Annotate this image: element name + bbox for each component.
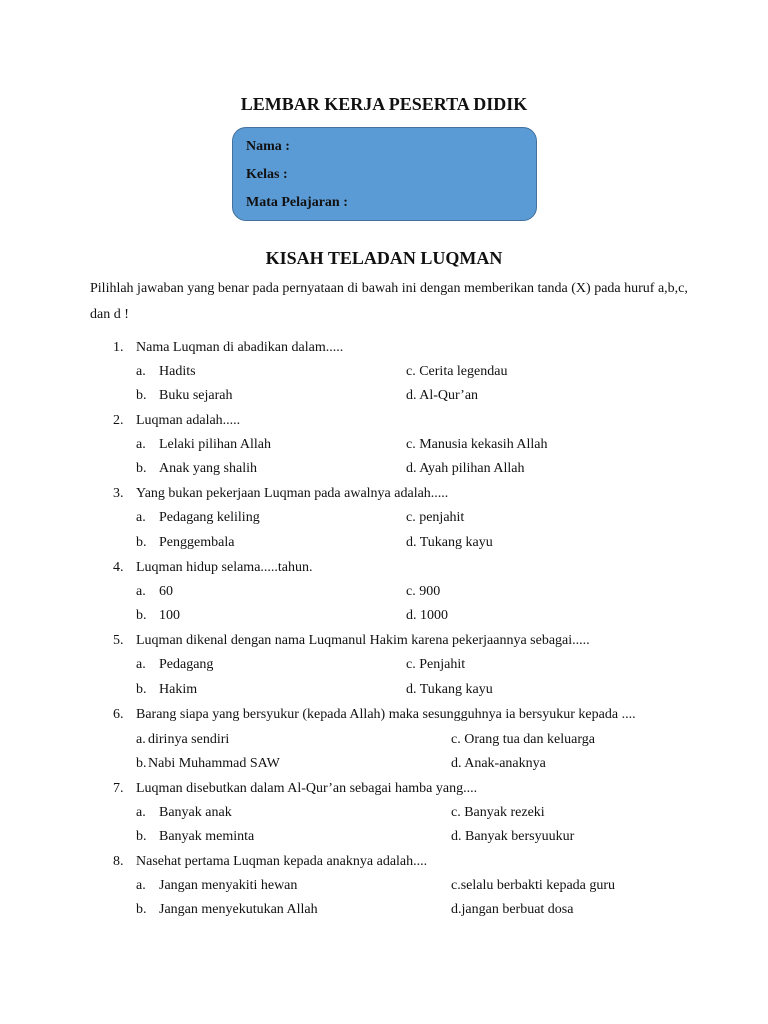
option-a-label: a. (136, 805, 146, 820)
question-number: 8. (113, 854, 124, 869)
question-text: Luqman hidup selama.....tahun. (136, 560, 313, 575)
question-number: 4. (113, 560, 124, 575)
option-b-label: b. (136, 461, 147, 476)
student-identity-box (232, 127, 537, 221)
option-c: c. Manusia kekasih Allah (406, 437, 548, 452)
option-d: d. Tukang kayu (406, 535, 493, 550)
option-c: c. penjahit (406, 510, 465, 525)
option-d: d. Al-Qur’an (406, 388, 479, 403)
question-text: Nama Luqman di abadikan dalam..... (136, 340, 344, 355)
option-d: d.jangan berbuat dosa (451, 902, 574, 917)
option-b-text: Penggembala (159, 535, 235, 550)
question-text: Yang bukan pekerjaan Luqman pada awalnya adalah..... (136, 486, 449, 501)
question-text: Nasehat pertama Luqman kepada anaknya adalah.... (136, 854, 428, 869)
question-number: 3. (113, 486, 124, 501)
option-d: d. Tukang kayu (406, 682, 493, 697)
option-a-label: a. (136, 732, 146, 747)
option-a-label: a. (136, 878, 146, 893)
class-field-label: Kelas : (246, 167, 288, 182)
question-text: Barang siapa yang bersyukur (kepada Allah) maka sesungguhnya ia bersyukur kepada .... (136, 707, 636, 722)
option-d: d. Ayah pilihan Allah (406, 461, 525, 476)
option-c: c. Cerita legendau (406, 364, 508, 379)
option-b-label: b. (136, 535, 147, 550)
option-d: d. Banyak bersyuukur (451, 829, 575, 844)
question-text: Luqman dikenal dengan nama Luqmanul Hakim karena pekerjaannya sebagai..... (136, 633, 590, 648)
option-b-text: Nabi Muhammad SAW (148, 756, 280, 771)
option-b-text: Hakim (159, 682, 198, 697)
subject-field-label: Mata Pelajaran : (246, 195, 348, 210)
option-a-label: a. (136, 364, 146, 379)
option-d: d. 1000 (406, 608, 448, 623)
section-title: KISAH TELADAN LUQMAN (265, 248, 503, 268)
option-b-text: 100 (159, 608, 180, 623)
option-a-text: Pedagang (159, 657, 214, 672)
option-b-text: Banyak meminta (159, 829, 255, 844)
option-a-text: Lelaki pilihan Allah (159, 437, 271, 452)
option-b-text: Buku sejarah (159, 388, 233, 403)
worksheet-title: LEMBAR KERJA PESERTA DIDIK (240, 94, 528, 114)
option-a-label: a. (136, 657, 146, 672)
question-number: 1. (113, 340, 124, 355)
option-a-text: 60 (159, 584, 173, 599)
option-c: c.selalu berbakti kepada guru (451, 878, 616, 893)
option-a-text: dirinya sendiri (148, 732, 230, 747)
option-b-text: Anak yang shalih (159, 461, 257, 476)
option-a-label: a. (136, 584, 146, 599)
option-a-text: Hadits (159, 364, 196, 379)
question-text: Luqman disebutkan dalam Al-Qur’an sebagai hamba yang.... (136, 781, 478, 796)
option-b-label: b. (136, 388, 147, 403)
question-number: 2. (113, 413, 124, 428)
option-a-text: Pedagang keliling (159, 510, 260, 525)
question-number: 6. (113, 707, 124, 722)
option-a-label: a. (136, 510, 146, 525)
option-b-label: b. (136, 829, 147, 844)
option-c: c. Penjahit (406, 657, 466, 672)
option-b-label: b. (136, 756, 147, 771)
option-c: c. Banyak rezeki (451, 805, 545, 820)
option-d: d. Anak-anaknya (451, 756, 546, 771)
option-b-label: b. (136, 682, 147, 697)
question-number: 5. (113, 633, 124, 648)
option-b-text: Jangan menyekutukan Allah (159, 902, 318, 917)
option-a-text: Banyak anak (159, 805, 232, 820)
question-number: 7. (113, 781, 124, 796)
option-b-label: b. (136, 902, 147, 917)
option-b-label: b. (136, 608, 147, 623)
option-c: c. Orang tua dan keluarga (451, 732, 595, 747)
question-text: Luqman adalah..... (136, 413, 241, 428)
option-c: c. 900 (406, 584, 441, 599)
name-field-label: Nama : (246, 139, 290, 154)
instructions-text: Pilihlah jawaban yang benar pada pernyataan di bawah ini dengan memberikan tanda (X) pada huruf a,b,c, dan d ! (90, 281, 688, 322)
option-a-text: Jangan menyakiti hewan (159, 878, 298, 893)
option-a-label: a. (136, 437, 146, 452)
